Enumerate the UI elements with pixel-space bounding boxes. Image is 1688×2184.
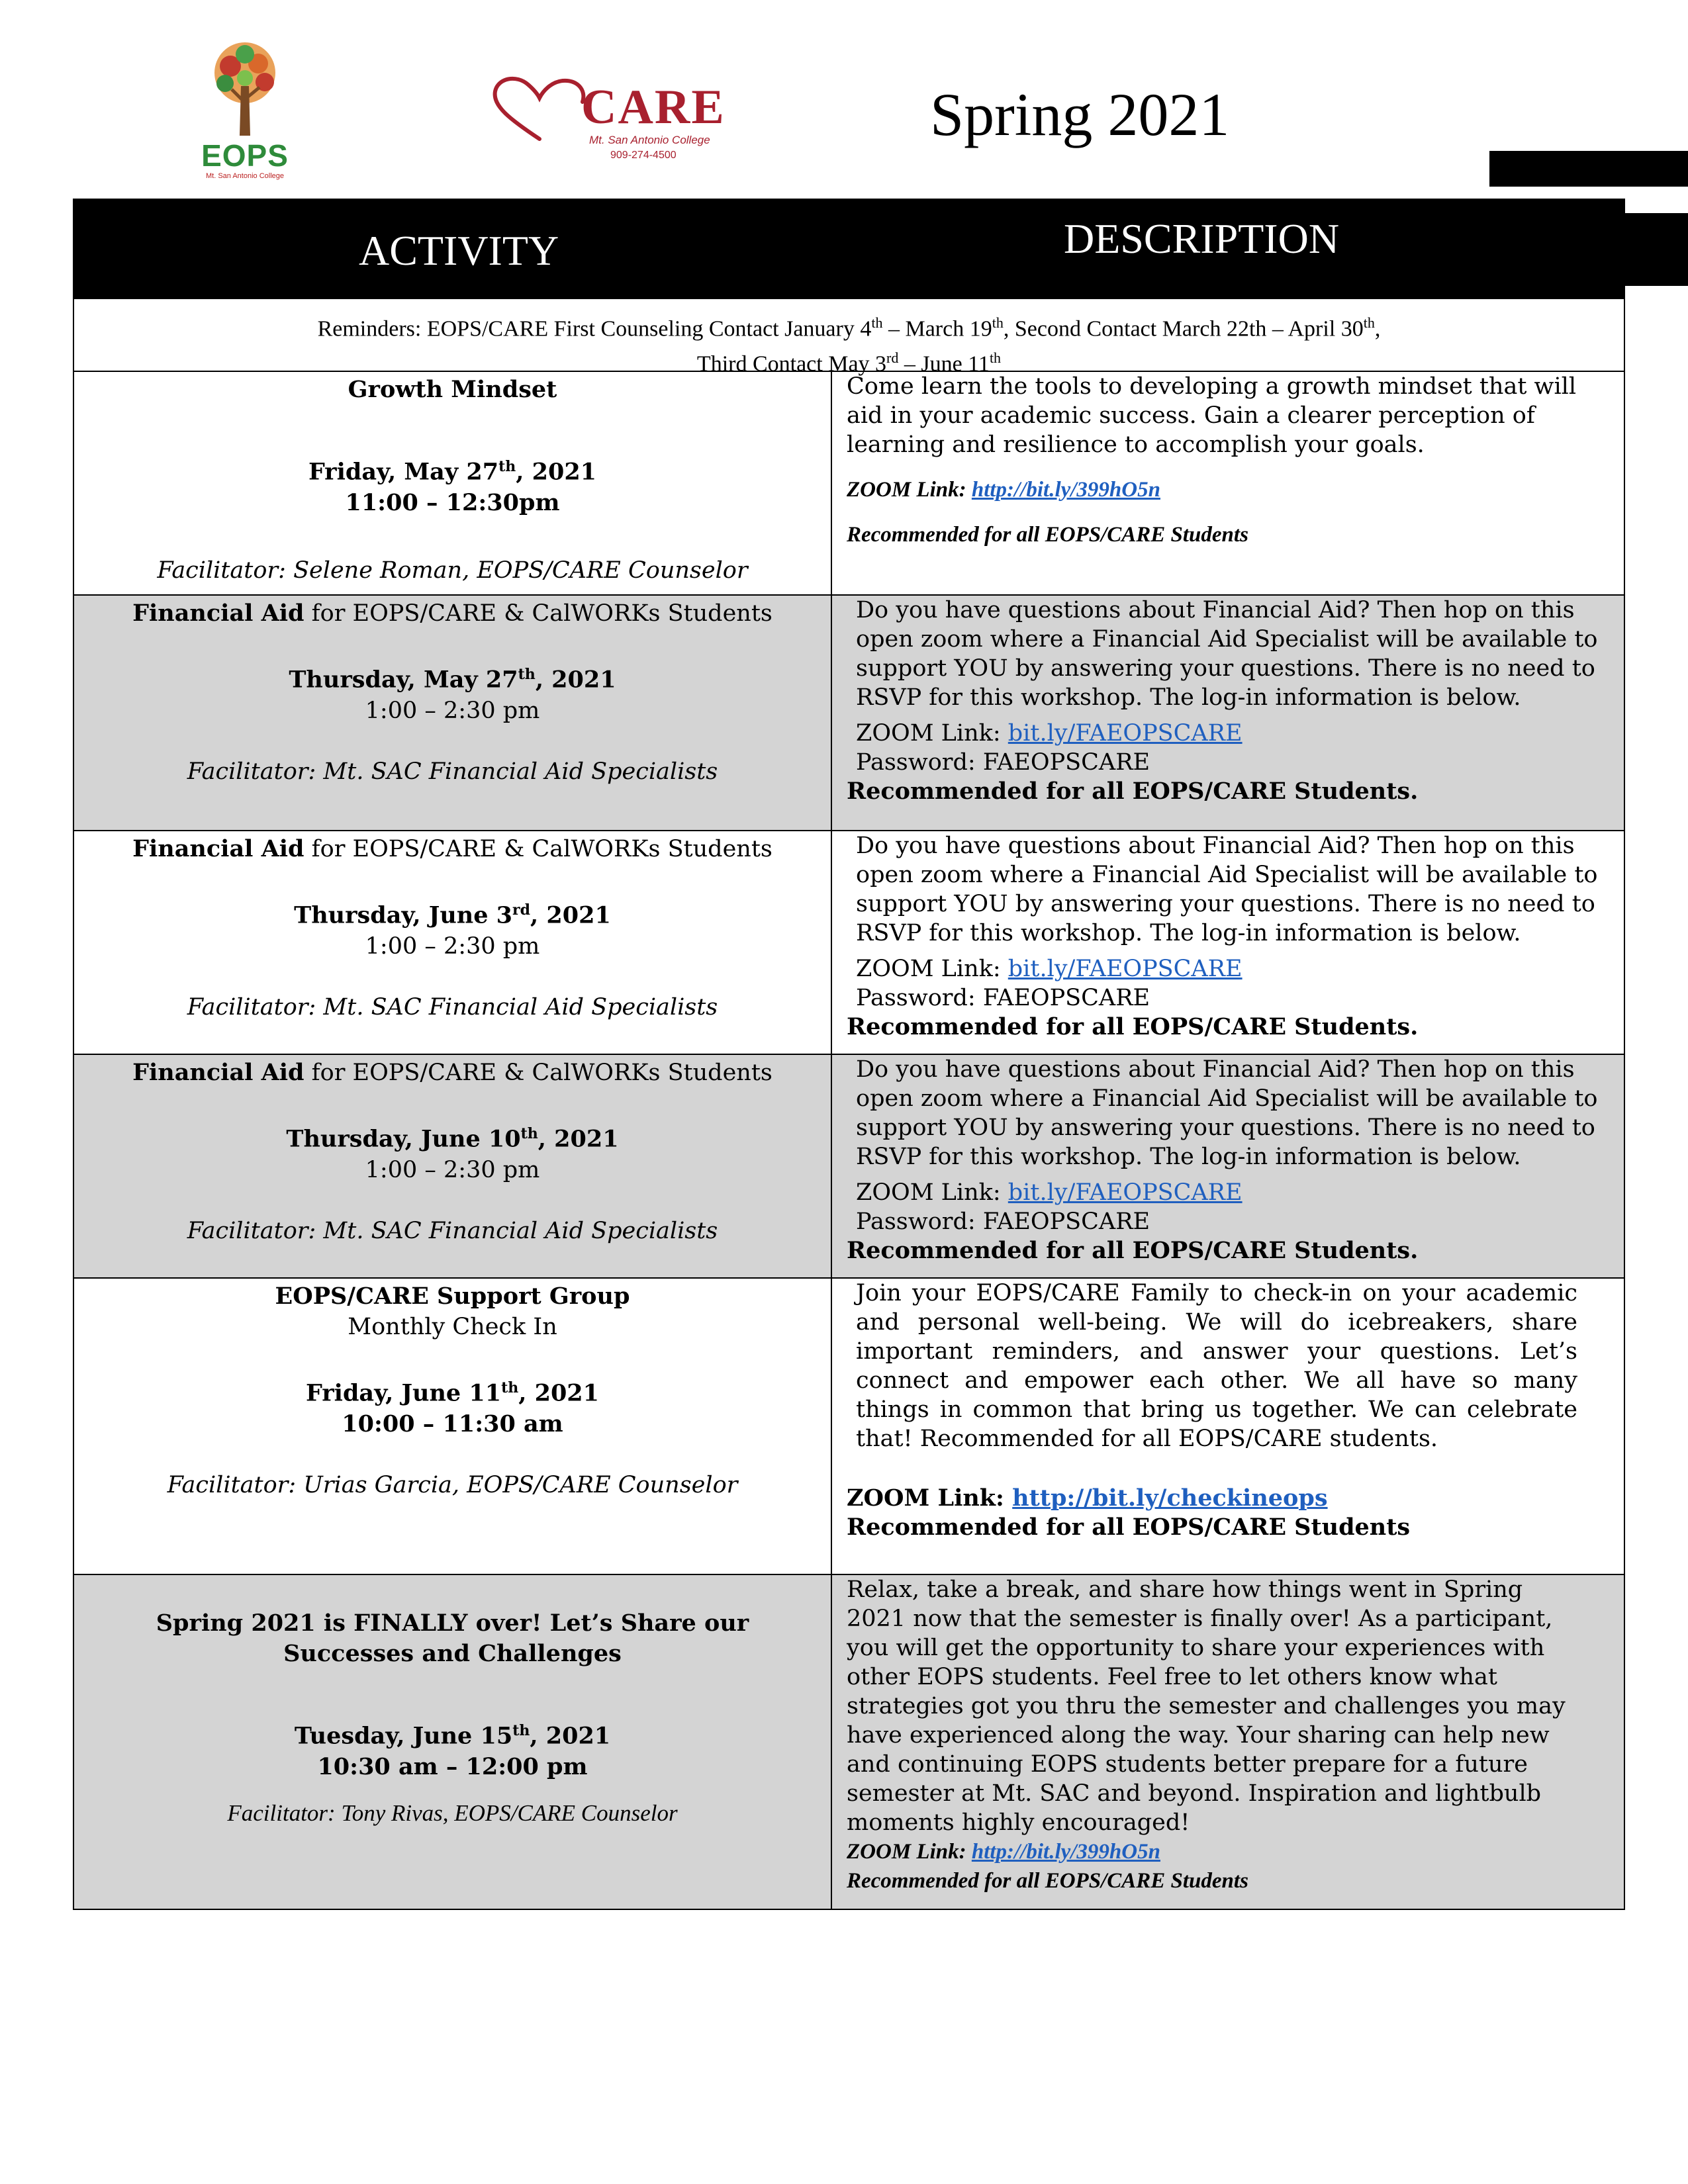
zoom-line: ZOOM Link: http://bit.ly/399hO5n <box>847 478 1160 502</box>
activity-title: Spring 2021 is FINALLY over! Let’s Share our <box>156 1610 749 1637</box>
eops-logo-subtext: Mt. San Antonio College <box>205 172 285 180</box>
activity-time: 1:00 – 2:30 pm <box>365 1156 540 1183</box>
description-text: Do you have questions about Financial Aid? Then hop on this open zoom where a Financial Aid Specialist will be available to support YOU by answering your questions. There is no need to RSVP for this workshop. The log-in information is below. <box>856 1056 1598 1170</box>
activity-title: Financial Aid for EOPS/CARE & CalWORKs Students <box>132 600 773 627</box>
column-header-activity: ACTIVITY <box>359 227 559 274</box>
recommended-note: Recommended for all EOPS/CARE Students. <box>847 778 1419 805</box>
zoom-link[interactable]: http://bit.ly/checkineops <box>1012 1484 1328 1512</box>
activity-time: 11:00 – 12:30pm <box>345 488 560 516</box>
zoom-link[interactable]: bit.ly/FAEOPSCARE <box>1008 1179 1243 1206</box>
recommended-note: Recommended for all EOPS/CARE Students. <box>847 1237 1419 1264</box>
description-cell <box>832 831 1624 1054</box>
heart-icon <box>490 73 589 146</box>
reminders-line-1: Reminders: EOPS/CARE First Counseling Contact January 4th – March 19th, Second Contact March 22th – April 30th, <box>317 314 1381 341</box>
description-cell <box>832 1279 1624 1574</box>
recommended-note: Recommended for all EOPS/CARE Students <box>847 1514 1411 1541</box>
page-title: Spring 2021 <box>930 81 1230 148</box>
reminders-line-2: Third Contact May 3rd – June 11th <box>696 349 1002 377</box>
activity-date: Friday, May 27th, 2021 <box>308 458 597 486</box>
activity-date: Friday, June 11th, 2021 <box>305 1379 600 1407</box>
activity-title: EOPS/CARE Support Group <box>275 1283 630 1310</box>
description-cell <box>832 372 1624 594</box>
password-line: Password: FAEOPSCARE <box>856 749 1150 776</box>
table-row <box>74 831 1624 1055</box>
recommended-note: Recommended for all EOPS/CARE Students <box>847 1869 1248 1893</box>
activity-time: 10:30 am – 12:00 pm <box>317 1752 588 1780</box>
zoom-link[interactable]: http://bit.ly/399hO5n <box>971 1840 1160 1864</box>
table-header <box>74 200 1624 299</box>
zoom-line: ZOOM Link: bit.ly/FAEOPSCARE <box>856 956 1243 982</box>
activity-facilitator: Facilitator: Selene Roman, EOPS/CARE Counselor <box>157 557 748 584</box>
activity-date: Thursday, June 3rd, 2021 <box>294 901 611 929</box>
activity-facilitator: Facilitator: Tony Rivas, EOPS/CARE Counselor <box>227 1799 678 1826</box>
table-row <box>74 1279 1624 1575</box>
password-line: Password: FAEOPSCARE <box>856 1208 1150 1235</box>
activity-facilitator: Facilitator: Urias Garcia, EOPS/CARE Counselor <box>167 1471 738 1498</box>
description-text: Relax, take a break, and share how things went in Spring 2021 now that the semester is finally over! As a participant, you will get the opportunity to share your experiences with other EOPS students. Feel free to let others know what strategies got you thru the semester and challenges you may have experienced along the way. Your sharing can help new and continuing EOPS students better prepare for a future semester at Mt. SAC and beyond. Inspiration and lightbulb moments highly encouraged! <box>847 1576 1566 1836</box>
activity-title: Financial Aid for EOPS/CARE & CalWORKs Students <box>132 1059 773 1086</box>
table-row <box>74 372 1624 596</box>
activity-cell <box>74 596 832 830</box>
column-header-description: DESCRIPTION <box>1064 215 1340 262</box>
activity-cell <box>74 1575 832 1909</box>
reminders-note <box>74 299 1624 377</box>
zoom-line: ZOOM Link: bit.ly/FAEOPSCARE <box>856 720 1243 747</box>
schedule-table <box>73 199 1625 1910</box>
recommended-note: Recommended for all EOPS/CARE Students <box>847 523 1248 547</box>
activity-cell <box>74 831 832 1054</box>
activity-date: Thursday, May 27th, 2021 <box>289 666 616 694</box>
zoom-line: ZOOM Link: http://bit.ly/399hO5n <box>847 1840 1160 1864</box>
activity-facilitator: Facilitator: Mt. SAC Financial Aid Specialists <box>187 758 718 785</box>
redaction-block <box>1489 151 1688 187</box>
recommended-note: Recommended for all EOPS/CARE Students. <box>847 1013 1419 1040</box>
activity-title: Growth Mindset <box>348 376 557 403</box>
description-text: Do you have questions about Financial Aid? Then hop on this open zoom where a Financial Aid Specialist will be available to support YOU by answering your questions. There is no need to RSVP for this workshop. The log-in information is below. <box>856 597 1598 711</box>
zoom-link[interactable]: bit.ly/FAEOPSCARE <box>1008 720 1243 747</box>
activity-date: Thursday, June 10th, 2021 <box>286 1125 619 1153</box>
activity-time: 10:00 – 11:30 am <box>342 1410 563 1437</box>
activity-time: 1:00 – 2:30 pm <box>365 933 540 960</box>
description-cell <box>832 1575 1624 1909</box>
activity-facilitator: Facilitator: Mt. SAC Financial Aid Specialists <box>187 1217 718 1244</box>
description-cell <box>832 1055 1624 1277</box>
activity-facilitator: Facilitator: Mt. SAC Financial Aid Specialists <box>187 993 718 1021</box>
zoom-line: ZOOM Link: http://bit.ly/checkineops <box>847 1484 1328 1512</box>
eops-tree-icon <box>199 40 291 139</box>
redaction-block <box>1622 213 1688 286</box>
description-text: Come learn the tools to developing a growth mindset that will aid in your academic success. Gain a clearer perception of learning and resilience to accomplish your goals. <box>847 373 1577 458</box>
care-logo-text: CARE <box>581 80 726 134</box>
activity-cell <box>74 1279 832 1574</box>
care-logo <box>490 73 728 165</box>
activity-subtitle: Monthly Check In <box>348 1314 557 1340</box>
zoom-link[interactable]: bit.ly/FAEOPSCARE <box>1008 956 1243 982</box>
password-line: Password: FAEOPSCARE <box>856 985 1150 1011</box>
zoom-link[interactable]: http://bit.ly/399hO5n <box>971 478 1160 502</box>
table-row <box>74 1055 1624 1279</box>
activity-time: 1:00 – 2:30 pm <box>365 697 540 724</box>
care-logo-college: Mt. San Antonio College <box>589 134 710 146</box>
care-logo-phone: 909-274-4500 <box>610 150 677 161</box>
eops-logo <box>199 40 291 179</box>
description-text: Join your EOPS/CARE Family to check-in on your academic and personal well-being. We will do icebreakers, share important reminders, and answer your questions. Let’s connect and empower each other. We all have so many things in common that bring us together. We can celebrate that! Recommended for all EOPS/CARE students. <box>856 1280 1577 1452</box>
description-cell <box>832 596 1624 830</box>
activity-cell <box>74 1055 832 1277</box>
description-text: Do you have questions about Financial Aid? Then hop on this open zoom where a Financial Aid Specialist will be available to support YOU by answering your questions. There is no need to RSVP for this workshop. The log-in information is below. <box>856 833 1598 946</box>
activity-cell <box>74 372 832 594</box>
table-row <box>74 596 1624 831</box>
activity-date: Tuesday, June 15th, 2021 <box>294 1722 611 1750</box>
activity-title-cont: Successes and Challenges <box>283 1640 622 1667</box>
eops-logo-text: EOPS <box>201 138 289 173</box>
table-row <box>74 1575 1624 1909</box>
activity-title: Financial Aid for EOPS/CARE & CalWORKs Students <box>132 835 773 862</box>
zoom-line: ZOOM Link: bit.ly/FAEOPSCARE <box>856 1179 1243 1206</box>
